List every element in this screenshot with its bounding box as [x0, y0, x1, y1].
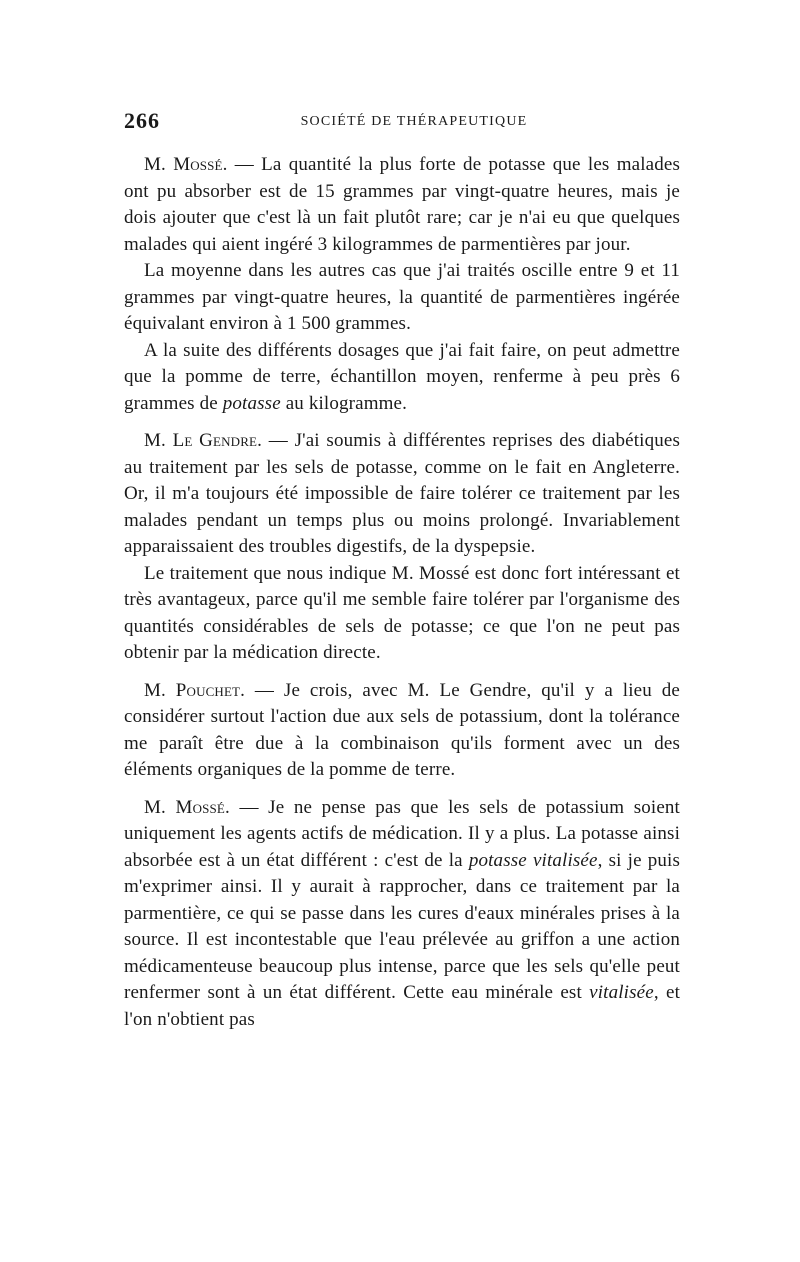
- running-title: SOCIÉTÉ DE THÉRAPEUTIQUE: [300, 114, 528, 129]
- speaker-name: M. Mossé.: [144, 154, 228, 175]
- paragraph-mosse-3: [124, 338, 680, 418]
- italic-term: potasse vitalisée: [468, 849, 598, 871]
- paragraph-mosse-2: [124, 258, 680, 338]
- speaker-name: M. Mossé.: [144, 796, 230, 818]
- speaker-name: M. Le Gendre.: [144, 430, 263, 451]
- paragraph-text: , si je puis m'exprimer ainsi. Il y aurait à rapprocher, dans ce traitement par la parmentière, ce qui se passe dans les cures d'eaux minérales prises à la source. Il est incontestable que l'eau prélevée au griffon a une action médicamenteuse beaucoup plus intense, parce que les sels qu'elle peut renfermer sont à un état différent. Cette eau minérale est: [124, 849, 681, 1003]
- speaker-name: M. Pouchet.: [144, 679, 246, 701]
- body-text: [124, 152, 680, 1033]
- paragraph-mosse-1: [124, 152, 680, 258]
- page-number: 266: [124, 108, 160, 133]
- paragraph-text: au kilogramme.: [280, 392, 408, 414]
- paragraph-mosse-4: [124, 795, 680, 1034]
- paragraph-pouchet: [124, 678, 680, 784]
- paragraph-text: Le traitement que nous indique M. Mossé est donc fort intéressant et très avantageux, parce qu'il me semble faire tolérer par l'organisme des quantités considérables de sels de potasse; ce que l'on ne peut pas obtenir par la médication directe.: [124, 562, 680, 663]
- running-header: [124, 108, 680, 138]
- paragraph-legendre-2: [124, 561, 680, 667]
- paragraph-text: — Je crois, avec M. Le Gendre, qu'il y a lieu de considérer surtout l'action due aux sels de potassium, dont la tolérance me paraît être due à la combinaison qu'ils forment avec un des éléments organiques de la pomme de terre.: [124, 679, 680, 780]
- paragraph-text: A la suite des différents dosages que j'ai fait faire, on peut admettre que la pomme de terre, échantillon moyen, renferme à peu près 6 grammes de: [124, 339, 680, 414]
- paragraph-text: , et l'on n'obtient pas: [124, 982, 680, 1030]
- italic-term: potasse: [222, 392, 281, 414]
- paragraph-text: — J'ai soumis à différentes reprises des diabétiques au traitement par les sels de potasse, comme on le fait en Angleterre. Or, il m'a toujours été impossible de faire tolérer ce traitement par les malades pendant un temps plus ou moins prolongé. Invariablement apparaissaient des troubles digestifs, de la dyspepsie.: [124, 430, 681, 557]
- paragraph-text: — Je ne pense pas que les sels de potassium soient uniquement les agents actifs de médication. Il y a plus. La potasse ainsi absorbée est à un état différent : c'est de la: [124, 796, 680, 871]
- paragraph-legendre-1: [124, 428, 680, 561]
- italic-term: vitalisée: [589, 982, 654, 1003]
- paragraph-text: — La quantité la plus forte de potasse que les malades ont pu absorber est de 15 grammes par vingt-quatre heures, mais je dois ajouter que c'est là un fait plutôt rare; car je n'ai eu que quelques malades qui aient ingéré 3 kilogrammes de parmentières par jour.: [124, 154, 680, 255]
- paragraph-text: La moyenne dans les autres cas que j'ai traités oscille entre 9 et 11 grammes par vingt-quatre heures, la quantité de parmentières ingérée équivalant environ à 1 500 grammes.: [124, 260, 680, 334]
